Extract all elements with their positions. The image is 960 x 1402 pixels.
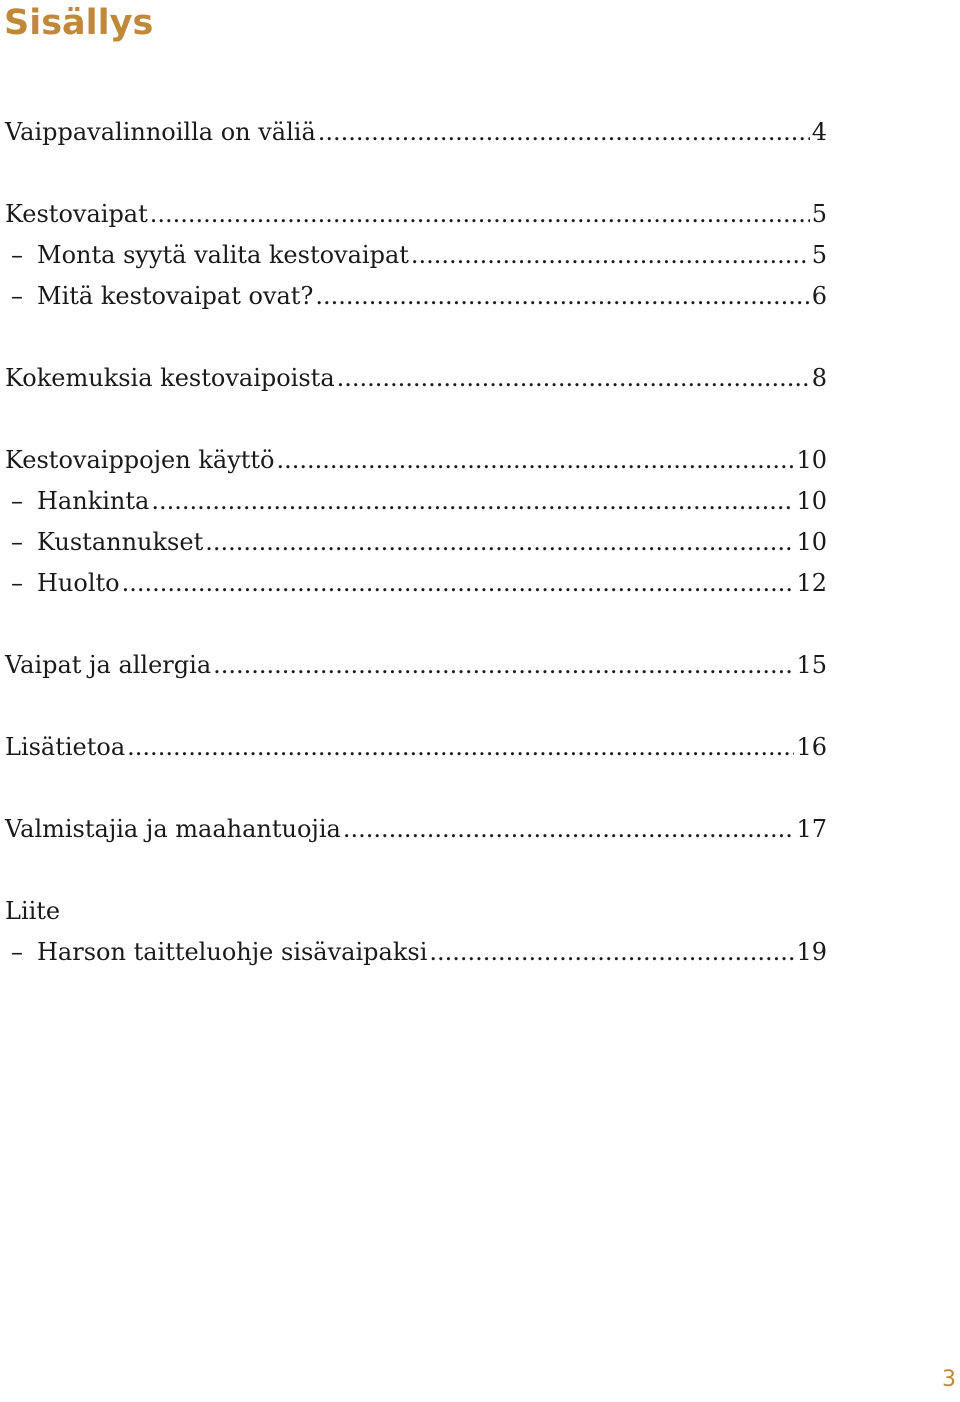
toc-entry-page: 10 xyxy=(796,487,827,515)
dash-marker: – xyxy=(11,569,23,597)
toc-entry-page: 17 xyxy=(796,815,827,843)
dot-leader xyxy=(151,481,794,522)
toc-subentry[interactable] xyxy=(5,522,827,563)
toc-entry[interactable] xyxy=(5,727,827,768)
toc-entry-label: Lisätietoa xyxy=(5,733,126,761)
dot-leader xyxy=(122,563,795,604)
dash-marker: – xyxy=(11,487,23,515)
toc-entry-page: 5 xyxy=(811,241,827,269)
toc-entry-label: Monta syytä valita kestovaipat xyxy=(37,241,409,269)
toc-entry-label: Kestovaipat xyxy=(5,200,148,228)
toc-entry-page: 6 xyxy=(811,282,827,310)
page-title: Sisällys xyxy=(4,3,154,43)
toc-entry-label: Kustannukset xyxy=(37,528,204,556)
dot-leader xyxy=(205,522,794,563)
toc-entry-page: 10 xyxy=(796,446,827,474)
toc-entry[interactable] xyxy=(5,112,827,153)
toc-entry-page: 4 xyxy=(811,118,827,146)
toc-subentry[interactable] xyxy=(5,563,827,604)
dash-marker: – xyxy=(11,282,23,310)
dot-leader xyxy=(337,358,810,399)
toc-entry-label: Vaippavalinnoilla on väliä xyxy=(5,118,316,146)
toc-entry-page: 10 xyxy=(796,528,827,556)
toc-entry[interactable] xyxy=(5,891,827,932)
toc-entry-label: Valmistajia ja maahantuojia xyxy=(5,815,341,843)
dash-marker: – xyxy=(11,528,23,556)
toc-subentry[interactable] xyxy=(5,235,827,276)
toc-entry-page: 19 xyxy=(796,938,827,966)
toc-entry-label: Vaipat ja allergia xyxy=(5,651,212,679)
dot-leader xyxy=(213,645,794,686)
toc-entry-label: Liite xyxy=(5,897,61,925)
toc-entry-page: 8 xyxy=(811,364,827,392)
dot-leader xyxy=(343,809,795,850)
dot-leader xyxy=(429,932,794,973)
toc-entry-page: 5 xyxy=(811,200,827,228)
dot-leader xyxy=(127,727,794,768)
toc-entry[interactable] xyxy=(5,645,827,686)
dash-marker: – xyxy=(11,938,23,966)
toc-entry-label: Hankinta xyxy=(37,487,150,515)
dash-marker: – xyxy=(11,241,23,269)
page-number: 3 xyxy=(942,1367,956,1392)
toc-entry-page: 16 xyxy=(796,733,827,761)
toc-entry-page: 12 xyxy=(796,569,827,597)
toc-entry-label: Kokemuksia kestovaipoista xyxy=(5,364,335,392)
toc-subentry[interactable] xyxy=(5,276,827,317)
toc-entry-label: Kestovaippojen käyttö xyxy=(5,446,275,474)
dot-leader xyxy=(277,440,795,481)
dot-leader xyxy=(150,194,810,235)
toc-subentry[interactable] xyxy=(5,932,827,973)
toc-entry-page: 15 xyxy=(796,651,827,679)
table-of-contents xyxy=(5,112,827,973)
dot-leader xyxy=(411,235,810,276)
toc-entry[interactable] xyxy=(5,440,827,481)
toc-subentry[interactable] xyxy=(5,481,827,522)
toc-entry-label: Harson taitteluohje sisävaipaksi xyxy=(37,938,428,966)
toc-entry-label: Mitä kestovaipat ovat? xyxy=(37,282,314,310)
toc-entry[interactable] xyxy=(5,809,827,850)
toc-entry[interactable] xyxy=(5,358,827,399)
dot-leader xyxy=(318,112,810,153)
toc-entry-label: Huolto xyxy=(37,569,120,597)
dot-leader xyxy=(315,276,809,317)
toc-entry[interactable] xyxy=(5,194,827,235)
